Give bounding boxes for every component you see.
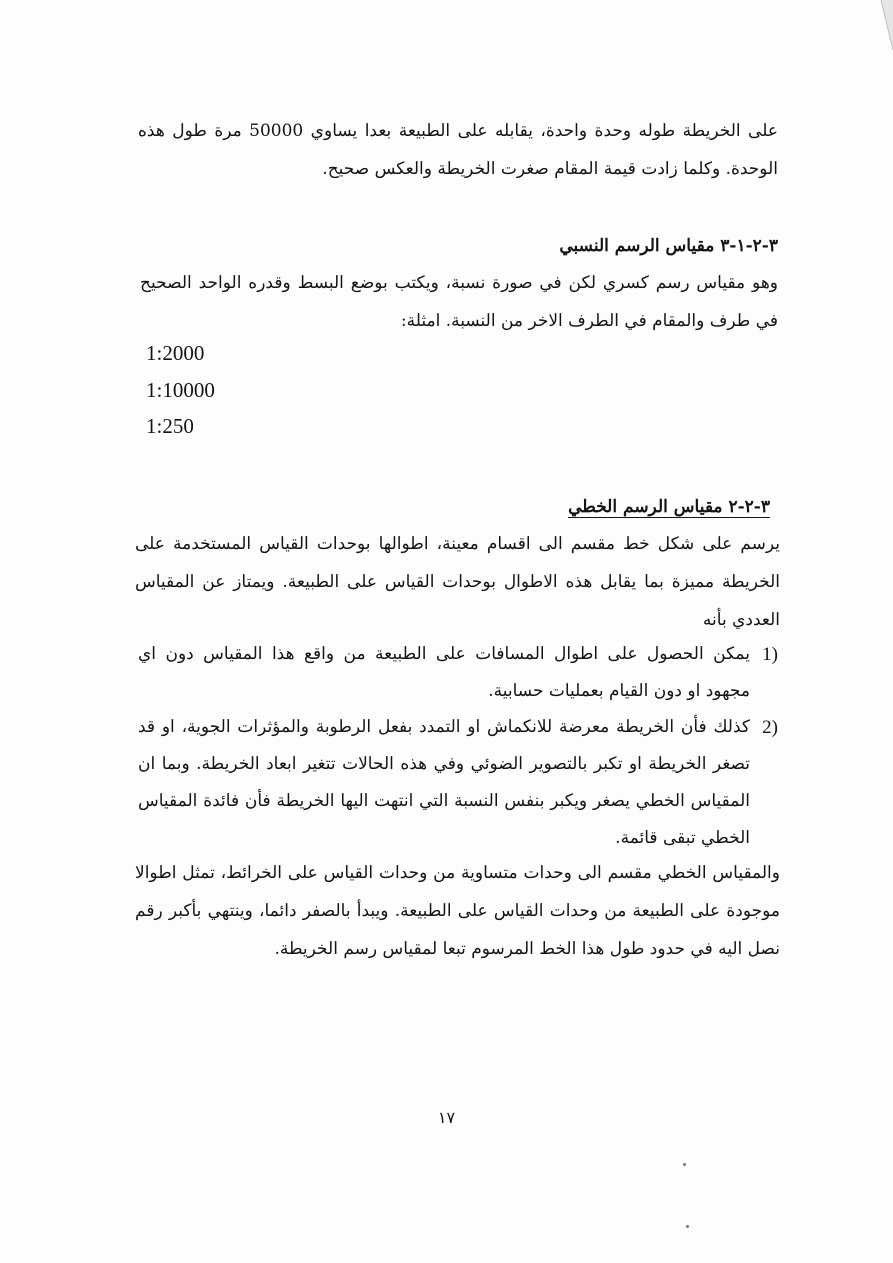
list-item-2-number: 2) <box>762 717 778 738</box>
scan-speck <box>683 1163 686 1166</box>
heading-linear-scale-text: ٣-٢-٢ مقياس الرسم الخطي <box>568 497 770 517</box>
example-ratio-2: 1:10000 <box>146 378 215 402</box>
page-number: ١٧ <box>437 1108 456 1127</box>
list-item-2-text: كذلك فأن الخريطة معرضة للانكماش او التمدد بفعل الرطوبة والمؤثرات الجوية، او قد تصغر الخريطة او تكبر بالتصوير الضوئي وفي هذه الحالات تتغير ابعاد الخريطة. وبما ان المقياس الخطي يصغر ويكبر بنفس النسبة التي انتهت اليها الخريطة فأن فائدة المقياس الخطي تبقى قائمة. <box>138 717 750 848</box>
heading-linear-scale <box>370 493 770 521</box>
paragraph-linear-closing: والمقياس الخطي مقسم الى وحدات متساوية من وحدات القياس على الخرائط، تمثل اطوالا موجودة على الطبيعة من وحدات القياس على الطبيعة. ويبدأ بالصفر دائما، وينتهي بأكبر رقم نصل اليه في حدود طول هذا الخط المرسوم تبعا لمقياس رسم الخريطة. <box>135 863 780 959</box>
paragraph-scale-explanation: على الخريطة طوله وحدة واحدة، يقابله على الطبيعة بعدا يساوي 50000 مرة طول هذه الوحدة. وكلما زادت قيمة المقام صغرت الخريطة والعكس صحيح. <box>138 121 778 179</box>
example-ratio-1: 1:2000 <box>146 341 205 365</box>
list-item-1 <box>138 636 778 710</box>
list-item-1-text: يمكن الحصول على اطوال المسافات على الطبيعة من واقع هذا المقياس دون اي مجهود او دون القيام بعمليات حسابية. <box>138 644 750 701</box>
list-item-1-number: 1) <box>762 644 778 665</box>
example-ratio-3: 1:250 <box>146 414 194 438</box>
paragraph-linear-intro: يرسم على شكل خط مقسم الى اقسام معينة، اطوالها بوحدات القياس المستخدمة على الخريطة مميزة بما يقابل هذه الاطوال بوحدات القياس على الطبيعة. ويمتاز عن المقياس العددي بأنه <box>135 534 780 630</box>
page-corner-shadow <box>803 0 893 50</box>
list-item-2 <box>138 709 778 857</box>
paragraph-relative-scale: وهو مقياس رسم كسري لكن في صورة نسبة، ويكتب بوضع البسط وقدره الواحد الصحيح في طرف والمقام في الطرف الاخر من النسبة. امثلة: <box>140 273 778 331</box>
scan-speck <box>686 1225 689 1228</box>
heading-relative-scale: ٣-٢-١-٣ مقياس الرسم النسبي <box>559 236 778 256</box>
